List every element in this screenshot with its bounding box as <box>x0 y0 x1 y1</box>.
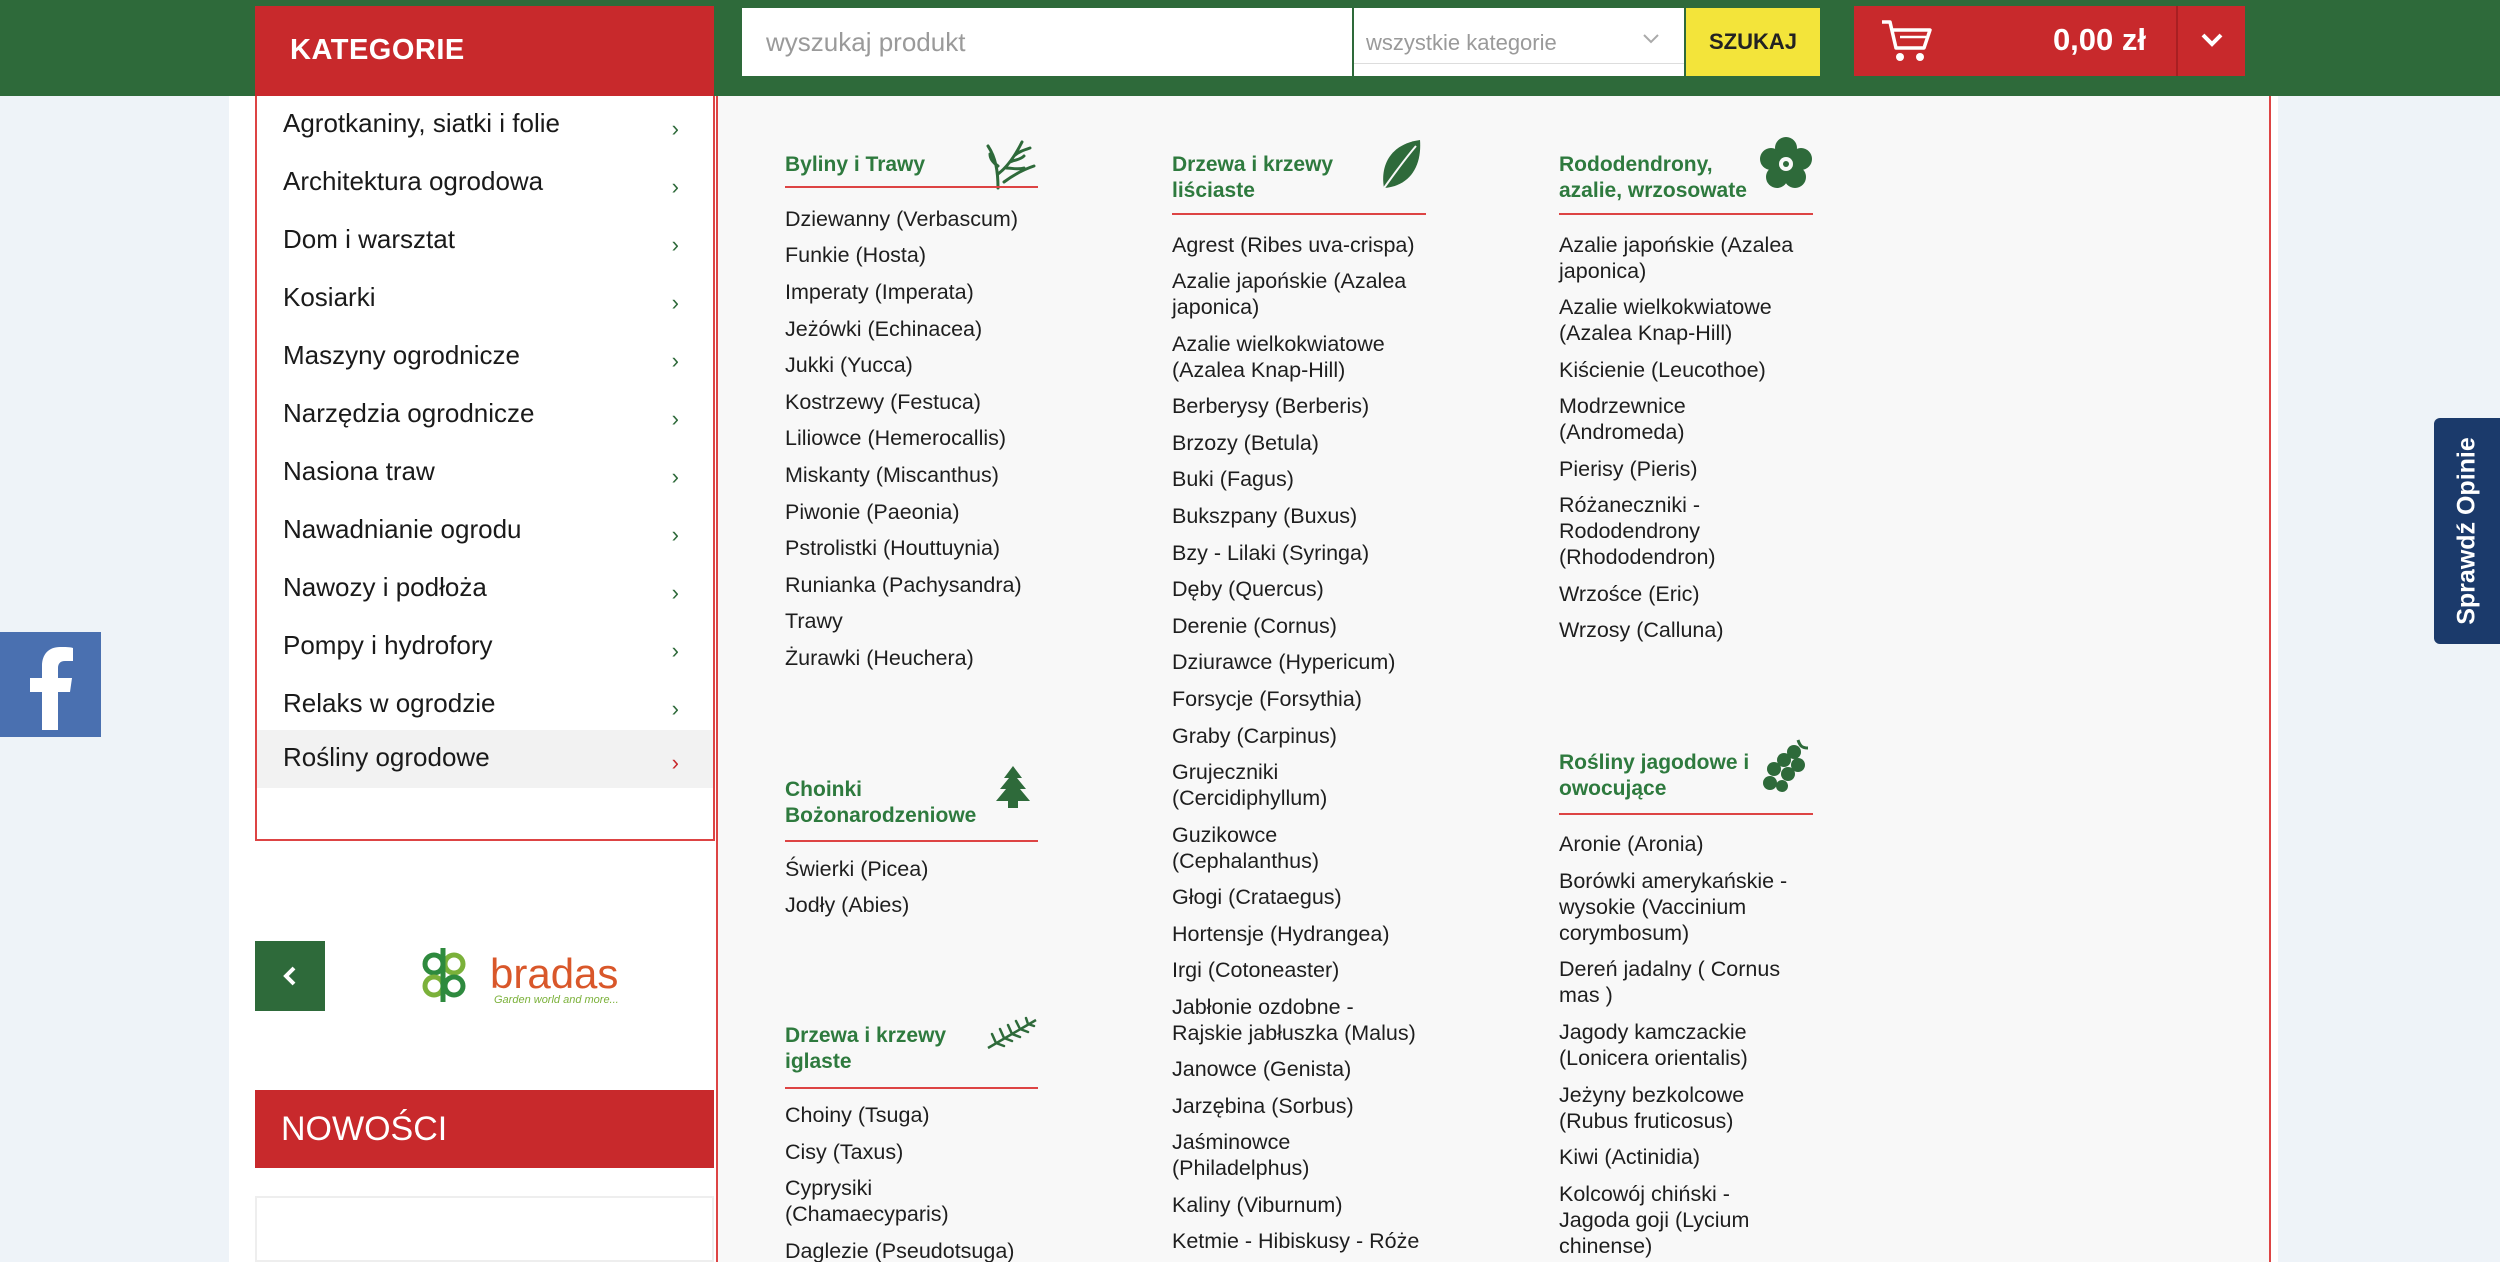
facebook-button[interactable] <box>0 632 101 737</box>
link-swierki[interactable]: Świerki (Picea) <box>785 857 929 881</box>
link-borowki-2[interactable]: wysokie (Vaccinium <box>1559 895 1747 919</box>
brand-tagline: Garden world and more... <box>494 994 619 1006</box>
link-janowce[interactable]: Janowce (Genista) <box>1172 1057 1352 1081</box>
chevron-right-icon: › <box>671 696 679 721</box>
link-kolcowoj[interactable]: Kolcowój chiński - <box>1559 1182 1730 1206</box>
link-miskanty[interactable]: Miskanty (Miscanthus) <box>785 463 999 487</box>
sidebar-item-label: Rośliny ogrodowe <box>283 742 490 772</box>
link-azalie-japonskie-2[interactable]: japonica) <box>1172 295 1260 319</box>
link-deby[interactable]: Dęby (Quercus) <box>1172 577 1324 601</box>
link-wrzosce[interactable]: Wrzośce (Eric) <box>1559 582 1700 606</box>
link-brzozy[interactable]: Brzozy (Betula) <box>1172 431 1319 455</box>
section-title-line: Choinki <box>785 778 862 801</box>
link-deren[interactable]: Dereń jadalny ( Cornus <box>1559 957 1781 981</box>
link-cisy[interactable]: Cisy (Taxus) <box>785 1140 904 1164</box>
section-title-lisciaste[interactable] <box>1172 152 1333 204</box>
link-azalie-japonskie-r2[interactable]: japonica) <box>1559 259 1647 283</box>
cart-icon <box>1880 18 1936 64</box>
chevron-right-icon: › <box>671 580 679 605</box>
cart-amount: 0,00 zł <box>2052 22 2146 57</box>
link-trawy[interactable]: Trawy <box>785 609 843 633</box>
section-rule <box>785 1087 1038 1089</box>
link-rozaneczniki-3[interactable]: (Rhododendron) <box>1559 545 1716 569</box>
sidebar-item-architektura[interactable] <box>257 154 713 212</box>
facebook-icon <box>22 642 78 730</box>
link-liliowce[interactable]: Liliowce (Hemerocallis) <box>785 426 1007 450</box>
nowosci-content <box>255 1196 714 1262</box>
link-jasminowce-2[interactable]: (Philadelphus) <box>1172 1156 1310 1180</box>
sidebar-item-maszyny[interactable] <box>257 328 713 386</box>
link-modrzewnice-2[interactable]: (Andromeda) <box>1559 420 1685 444</box>
section-title-line: Rośliny jagodowe i <box>1559 751 1750 774</box>
sidebar-item-agrotkaniny[interactable] <box>257 96 713 154</box>
section-title-line: Rododendrony, <box>1559 153 1713 176</box>
berries-icon <box>1758 736 1814 792</box>
link-dziurawce[interactable]: Dziurawce (Hypericum) <box>1172 650 1396 674</box>
chevron-right-icon: › <box>671 290 679 315</box>
link-pstrolistki[interactable]: Pstrolistki (Houttuynia) <box>785 536 1001 560</box>
link-azalie-wielkokwiatowe[interactable]: Azalie wielkokwiatowe <box>1172 332 1385 356</box>
link-choiny[interactable]: Choiny (Tsuga) <box>785 1103 930 1127</box>
link-cyprysiki[interactable]: Cyprysiki <box>785 1176 873 1200</box>
link-derenie[interactable]: Derenie (Cornus) <box>1172 614 1337 638</box>
link-kolcowoj-2[interactable]: Jagoda goji (Lycium <box>1559 1208 1750 1232</box>
link-imperaty[interactable]: Imperaty (Imperata) <box>785 280 974 304</box>
mega-menu-panel <box>716 96 2271 1262</box>
sidebar-item-nawadnianie[interactable] <box>257 502 713 560</box>
link-modrzewnice[interactable]: Modrzewnice <box>1559 394 1686 418</box>
sidebar-item-label: Nawozy i podłoża <box>283 572 487 602</box>
chevron-right-icon: › <box>671 232 679 257</box>
search-button[interactable]: SZUKAJ <box>1686 8 1820 76</box>
opinie-label: Sprawdź Opinie <box>2452 437 2481 625</box>
link-pierisy[interactable]: Pierisy (Pieris) <box>1559 457 1698 481</box>
link-runianka[interactable]: Runianka (Pachysandra) <box>785 573 1022 597</box>
link-agrest[interactable]: Agrest (Ribes uva-crispa) <box>1172 233 1415 257</box>
chevron-right-icon: › <box>671 522 679 547</box>
sidebar-item-label: Dom i warsztat <box>283 224 455 254</box>
section-title-byliny[interactable]: Byliny i Trawy <box>785 153 926 176</box>
link-glogi[interactable]: Głogi (Crataegus) <box>1172 885 1342 909</box>
link-piwonie[interactable]: Piwonie (Paeonia) <box>785 500 960 524</box>
slider-prev-button[interactable] <box>255 941 325 1011</box>
sidebar-item-rosliny[interactable] <box>257 730 713 788</box>
section-rule <box>1559 213 1813 215</box>
link-jagody-kamczackie-2[interactable]: (Lonicera orientalis) <box>1559 1046 1748 1070</box>
chevron-right-icon: › <box>671 348 679 373</box>
leaf-icon <box>1378 136 1424 192</box>
section-title-rododendrony[interactable] <box>1559 152 1747 204</box>
link-azalie-wielkokwiatowe-2[interactable]: (Azalea Knap-Hill) <box>1172 358 1346 382</box>
chevron-right-icon: › <box>671 464 679 489</box>
link-cyprysiki-latin[interactable]: (Chamaecyparis) <box>785 1202 949 1226</box>
category-sidebar <box>255 96 715 841</box>
link-irgi[interactable]: Irgi (Cotoneaster) <box>1172 958 1340 982</box>
chevron-down-icon <box>1642 28 1660 51</box>
sidebar-item-label: Maszyny ogrodnicze <box>283 340 520 370</box>
link-rozaneczniki-2[interactable]: Rododendrony <box>1559 519 1701 543</box>
chevron-right-icon: › <box>671 406 679 431</box>
categories-header[interactable]: KATEGORIE <box>255 6 714 96</box>
sidebar-item-pompy[interactable] <box>257 618 713 676</box>
link-borowki-3[interactable]: corymbosum) <box>1559 921 1690 945</box>
link-jablonie[interactable]: Jabłonie ozdobne - <box>1172 995 1354 1019</box>
link-kostrzewy[interactable]: Kostrzewy (Festuca) <box>785 390 981 414</box>
sidebar-item-label: Relaks w ogrodzie <box>283 688 496 718</box>
link-jasminowce[interactable]: Jaśminowce <box>1172 1130 1291 1154</box>
link-ketmie[interactable]: Ketmie - Hibiskusy - Róże <box>1172 1229 1420 1253</box>
category-select[interactable] <box>1354 8 1684 76</box>
link-graby[interactable]: Graby (Carpinus) <box>1172 724 1337 748</box>
link-guzikowce[interactable]: Guzikowce <box>1172 823 1278 847</box>
sidebar-item-label: Architektura ogrodowa <box>283 166 544 196</box>
sidebar-item-nasiona[interactable] <box>257 444 713 502</box>
section-title-line: azalie, wrzosowate <box>1559 179 1747 202</box>
link-wrzosy[interactable]: Wrzosy (Calluna) <box>1559 618 1724 642</box>
chevron-right-icon: › <box>671 174 679 199</box>
brand-name: bradas <box>490 950 619 997</box>
sidebar-item-label: Kosiarki <box>283 282 376 312</box>
sidebar-item-relaks[interactable] <box>257 676 713 734</box>
sidebar-item-kosiarki[interactable] <box>257 270 713 328</box>
link-kaliny[interactable]: Kaliny (Viburnum) <box>1172 1193 1343 1217</box>
link-buki[interactable]: Buki (Fagus) <box>1172 467 1294 491</box>
link-bukszpany[interactable]: Bukszpany (Buxus) <box>1172 504 1358 528</box>
section-title-line: Bożonarodzeniowe <box>785 804 977 827</box>
link-hortensje[interactable]: Hortensje (Hydrangea) <box>1172 922 1390 946</box>
grass-icon <box>984 136 1038 190</box>
section-title-line: owocujące <box>1559 777 1667 800</box>
section-rule <box>1559 813 1813 815</box>
sidebar-item-label: Agrotkaniny, siatki i folie <box>283 108 560 138</box>
link-funkie[interactable]: Funkie (Hosta) <box>785 243 926 267</box>
link-kolcowoj-3[interactable]: chinense) <box>1559 1234 1653 1258</box>
sidebar-item-narzedzia[interactable] <box>257 386 713 444</box>
link-grujeczniki-2[interactable]: (Cercidiphyllum) <box>1172 786 1328 810</box>
link-rozaneczniki[interactable]: Różaneczniki - <box>1559 493 1700 517</box>
link-forsycje[interactable]: Forsycje (Forsythia) <box>1172 687 1362 711</box>
search-input[interactable] <box>742 8 1352 76</box>
section-title-line: iglaste <box>785 1050 852 1073</box>
section-title-jagodowe[interactable] <box>1559 750 1749 802</box>
section-title-line: liściaste <box>1172 179 1255 202</box>
link-jezyny-2[interactable]: (Rubus fruticosus) <box>1559 1109 1734 1133</box>
link-jodly[interactable]: Jodły (Abies) <box>785 893 910 917</box>
link-berberysy[interactable]: Berberysy (Berberis) <box>1172 394 1370 418</box>
section-title-line: Drzewa i krzewy <box>785 1024 947 1047</box>
sidebar-item-dom-warsztat[interactable] <box>257 212 713 270</box>
link-dziewanny[interactable]: Dziewanny (Verbascum) <box>785 207 1019 231</box>
cart-dropdown-toggle[interactable] <box>2178 6 2245 76</box>
select-underline <box>1354 63 1684 64</box>
sidebar-item-label: Narzędzia ogrodnicze <box>283 398 535 428</box>
sidebar-item-label: Pompy i hydrofory <box>283 630 493 660</box>
link-azalie-japonskie[interactable]: Azalie japońskie (Azalea <box>1172 269 1407 293</box>
section-title-line: Drzewa i krzewy <box>1172 153 1334 176</box>
link-jukki[interactable]: Jukki (Yucca) <box>785 353 913 377</box>
link-jezyny[interactable]: Jeżyny bezkolcowe <box>1559 1083 1745 1107</box>
link-guzikowce-2[interactable]: (Cephalanthus) <box>1172 849 1320 873</box>
chevron-right-icon: › <box>671 750 679 775</box>
section-rule <box>1172 213 1426 215</box>
section-title-iglaste[interactable] <box>785 1023 946 1075</box>
christmas-tree-icon <box>988 764 1038 816</box>
link-jarzebina[interactable]: Jarzębina (Sorbus) <box>1172 1094 1354 1118</box>
flower-icon <box>1758 136 1814 192</box>
link-azalie-wielko-r[interactable]: Azalie wielkokwiatowe <box>1559 295 1772 319</box>
link-grujeczniki[interactable]: Grujeczniki <box>1172 760 1279 784</box>
link-borowki[interactable]: Borówki amerykańskie - <box>1559 869 1788 893</box>
conifer-branch-icon <box>986 1016 1038 1050</box>
chevron-left-icon <box>280 965 300 987</box>
link-jablonie-2[interactable]: Rajskie jabłuszka (Malus) <box>1172 1021 1416 1045</box>
link-azalie-japonskie-r[interactable]: Azalie japońskie (Azalea <box>1559 233 1794 257</box>
link-bzy[interactable]: Bzy - Lilaki (Syringa) <box>1172 541 1370 565</box>
section-rule <box>785 186 1038 188</box>
link-zurawki[interactable]: Żurawki (Heuchera) <box>785 646 974 670</box>
section-title-choinki[interactable] <box>785 777 976 829</box>
section-rule <box>785 840 1038 842</box>
cart-button[interactable] <box>1854 6 2176 76</box>
chevron-right-icon: › <box>671 116 679 141</box>
chevron-down-icon <box>2201 33 2223 47</box>
link-kiwi[interactable]: Kiwi (Actinidia) <box>1559 1145 1700 1169</box>
chevron-right-icon: › <box>671 638 679 663</box>
sidebar-item-label: Nawadnianie ogrodu <box>283 514 522 544</box>
category-select-value: wszystkie kategorie <box>1366 30 1557 55</box>
link-jezowki[interactable]: Jeżówki (Echinacea) <box>785 317 983 341</box>
link-daglezie[interactable]: Daglezie (Pseudotsuga) <box>785 1239 1015 1262</box>
nowosci-header: NOWOŚCI <box>255 1090 714 1168</box>
sidebar-item-label: Nasiona traw <box>283 456 435 486</box>
link-kiscienie[interactable]: Kiścienie (Leucothoe) <box>1559 358 1766 382</box>
link-azalie-wielko-r2[interactable]: (Azalea Knap-Hill) <box>1559 321 1733 345</box>
sidebar-item-nawozy[interactable] <box>257 560 713 618</box>
link-deren-2[interactable]: mas ) <box>1559 983 1613 1007</box>
link-jagody-kamczackie[interactable]: Jagody kamczackie <box>1559 1020 1747 1044</box>
opinie-tab[interactable] <box>2434 418 2500 644</box>
link-aronie[interactable]: Aronie (Aronia) <box>1559 832 1704 856</box>
